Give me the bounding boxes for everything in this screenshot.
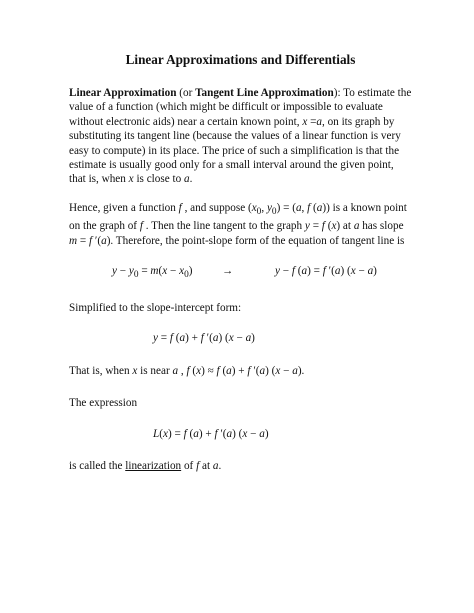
math-var: a (259, 427, 265, 440)
math-subscript: 0 (271, 207, 277, 218)
text: = (138, 265, 151, 278)
text: ). (297, 364, 305, 377)
text: of (181, 459, 197, 472)
math-var: y (112, 265, 117, 278)
math-var: a (259, 364, 266, 377)
text: − (167, 265, 180, 278)
math-var: f (321, 220, 325, 233)
math-var: a (172, 364, 179, 377)
text: = (309, 220, 322, 233)
math-var: a (183, 173, 190, 186)
text: ) + (198, 427, 215, 440)
simplified-label: Simplified to the slope-intercept form: (69, 301, 242, 314)
paragraph-linearization (69, 459, 412, 473)
text: ( (189, 364, 197, 377)
text: Hence, given a function (69, 201, 179, 214)
term-linearization: linearization (125, 459, 182, 472)
math-var: y (275, 265, 280, 278)
text: ) + (231, 364, 248, 377)
text: ) = (307, 265, 323, 278)
text: has slope (359, 220, 404, 233)
text: (or (176, 87, 196, 99)
text: ) + (185, 332, 201, 345)
text: . (218, 459, 222, 472)
math-var: x (162, 427, 168, 440)
text: ( (159, 427, 163, 440)
text: ) ( (232, 427, 243, 440)
math-var: y (153, 332, 158, 345)
math-var: a (301, 265, 308, 278)
text: − (116, 265, 129, 278)
math-var: a (179, 332, 186, 345)
text: ) (188, 265, 193, 278)
text: ) (373, 265, 377, 278)
math-var: f (247, 364, 251, 377)
text: is called the (69, 459, 126, 472)
text: ′( (92, 234, 102, 247)
math-var: f (196, 459, 200, 472)
text: = (77, 234, 89, 247)
math-var: a (295, 201, 302, 214)
equation-point-slope-right (275, 264, 377, 283)
text: ( (158, 265, 163, 278)
math-var: a (226, 427, 233, 440)
math-var: f (214, 427, 218, 440)
math-subscript: 0 (133, 270, 139, 281)
text: ′( (250, 364, 260, 377)
text: = (157, 332, 170, 345)
text: − (233, 332, 246, 345)
text: ) = ( (276, 201, 296, 214)
text: at (199, 459, 213, 472)
math-var: x (331, 220, 337, 233)
text: is close to (133, 173, 184, 186)
text: ( (324, 220, 332, 233)
term-tangent-line-approximation: Tangent Line Approximation (195, 87, 334, 99)
text: ′( (203, 332, 213, 345)
text: ). Therefore, the point-slope form of the equation of tangent line is (106, 234, 405, 247)
text: ) ≈ (201, 364, 217, 377)
equation-point-slope (69, 264, 412, 283)
term-linear-approximation: Linear Approximation (69, 87, 177, 99)
math-var: a (292, 364, 298, 377)
math-var: m (150, 265, 159, 278)
text: ′( (325, 265, 335, 278)
text: ) ( (340, 265, 351, 278)
text: ( (294, 265, 302, 278)
text: ): To estimate the value of a function (which might be difficult or impossible to evaluate without electronic aids) near a certain known point, (69, 87, 412, 128)
equation-linearization (69, 427, 412, 441)
math-var: x (275, 364, 281, 377)
text: , and suppose ( (181, 201, 252, 214)
equation-slope-intercept (69, 331, 412, 345)
text: ( (186, 427, 194, 440)
math-var: x (242, 427, 248, 440)
paragraph-tangent-line (69, 201, 412, 248)
math-var: x (162, 265, 168, 278)
math-var: y (128, 265, 134, 278)
arrow-icon: → (222, 265, 234, 278)
math-var: a (101, 234, 107, 247)
math-var: a (212, 332, 219, 345)
text: ( (310, 201, 317, 214)
text: . (189, 173, 193, 186)
text: , (261, 201, 267, 214)
math-var: f (307, 201, 311, 214)
equation-point-slope-left (112, 264, 222, 283)
math-subscript: 0 (184, 270, 189, 281)
math-var: a (226, 364, 232, 377)
paragraph-near-a (69, 364, 412, 378)
math-var: x (350, 265, 356, 278)
text: ) (251, 332, 255, 345)
math-var: L (153, 427, 160, 440)
math-var: a (245, 332, 252, 345)
text: − (355, 265, 368, 278)
math-var: f (200, 332, 204, 345)
math-var: f (322, 265, 326, 278)
math-var: f (178, 201, 182, 214)
text: = (307, 115, 317, 128)
math-var: a (193, 427, 199, 440)
document-title: Linear Approximations and Differentials (125, 52, 356, 67)
math-var: f (139, 220, 143, 233)
math-var: x (196, 364, 202, 377)
math-var: y (304, 220, 310, 233)
text: ) (264, 427, 269, 440)
math-var: a (316, 115, 322, 128)
math-var: a (316, 201, 323, 214)
math-var: x (228, 332, 234, 345)
math-var: a (212, 459, 219, 472)
paragraph-linear-approximation (69, 86, 412, 187)
math-var: x (132, 364, 138, 377)
text: ) = (167, 427, 184, 440)
text: That is, when (69, 364, 133, 377)
math-var: x (302, 115, 308, 128)
text: ( (219, 364, 227, 377)
text: ′( (217, 427, 227, 440)
text: − (247, 427, 260, 440)
math-var: f (89, 234, 93, 247)
text: ) at (336, 220, 354, 233)
text: ) ( (265, 364, 276, 377)
math-var: x (179, 265, 185, 278)
text: )) is a known point on the graph of (69, 201, 407, 233)
text: . Then the line tangent to the graph (142, 220, 305, 233)
text: ) ( (218, 332, 229, 345)
math-var: m (69, 234, 78, 247)
text: is near (137, 364, 173, 377)
math-var: x (251, 201, 257, 214)
text: ( (172, 332, 180, 345)
math-var: a (334, 265, 341, 278)
math-var: f (216, 364, 220, 377)
math-var: f (186, 364, 190, 377)
text: − (279, 265, 292, 278)
math-var: x (128, 173, 134, 186)
math-var: y (266, 201, 272, 214)
math-subscript: 0 (256, 207, 262, 218)
text: − (280, 364, 293, 377)
math-var: a (367, 265, 374, 278)
text: , (178, 364, 187, 377)
text: , on its graph by substituting its tangent line (because the values of a linear function is very easy to compute) in its place. The price of such a simplification is that the estimate is usually good only for a small interval around the given point, that is, when (69, 115, 401, 186)
math-var: f (183, 427, 187, 440)
text: , (301, 201, 308, 214)
expression-label: The expression (69, 397, 138, 410)
math-var: a (353, 220, 360, 233)
math-var: f (169, 332, 173, 345)
math-var: f (291, 265, 295, 278)
